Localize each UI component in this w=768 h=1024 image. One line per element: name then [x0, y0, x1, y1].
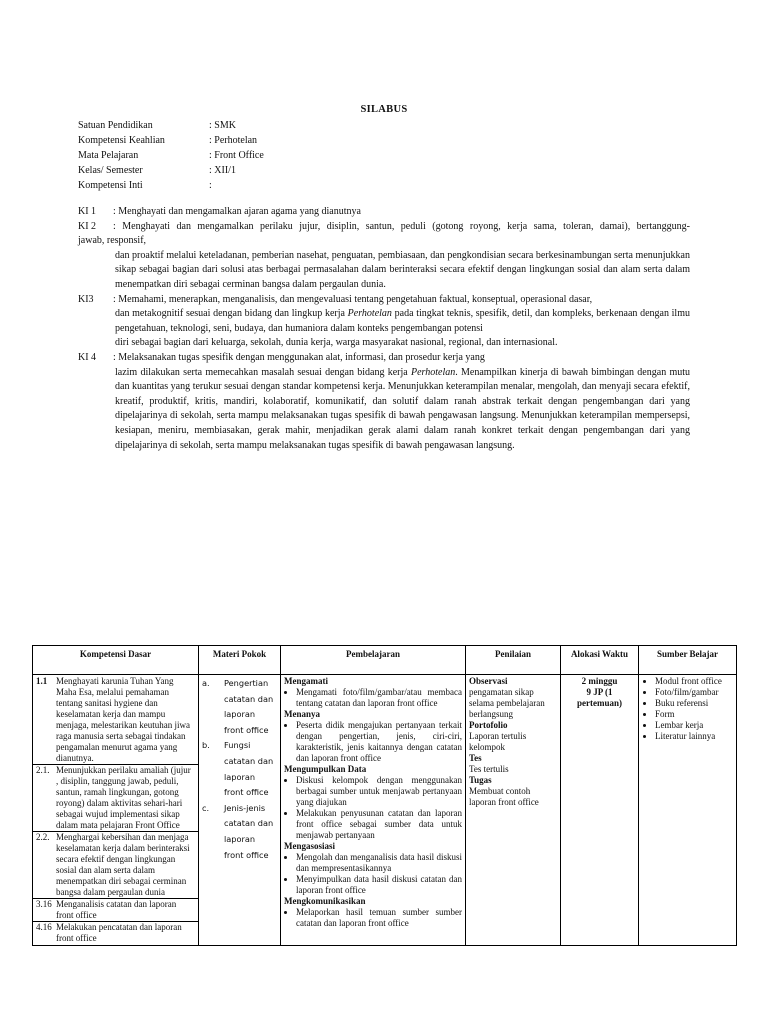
- pembelajaran-list: [284, 852, 462, 896]
- penilaian-heading: Tugas: [469, 775, 492, 785]
- sumber-list: [642, 676, 733, 742]
- pembelajaran-heading: Menanya: [284, 709, 320, 719]
- table-header-row: [33, 646, 737, 675]
- penilaian-heading: Observasi: [469, 676, 508, 686]
- pembelajaran-list: [284, 907, 462, 929]
- identity-block: [78, 118, 264, 193]
- ki2-rest: dan proaktif melalui keteladanan, pemberian nasehat, penguatan, pembiasaan, dan pengkondisian secara berkesinambungan serta menunjukkan sikap sebagai bagian dari solusi atas berbagai permasalahan dalam berinteraksi secara efektif dengan lingkungan sosial dan alam serta dalam menempatkan diri sebagai cerminan bangsa dalam pergaulan dunia.: [115, 249, 690, 290]
- ki4-rest-a: lazim dilakukan serta memecahkan masalah sesuai dengan bidang kerja: [115, 366, 408, 378]
- pembelajaran-item: • Menyimpulkan data hasil diskusi catatan dan laporan front office: [296, 874, 462, 896]
- pembelajaran-heading: Mengasosiasi: [284, 841, 336, 851]
- penilaian-text: Laporan tertulis kelompok: [469, 731, 527, 752]
- alokasi-hours: 9 JP (1 pertemuan): [577, 687, 622, 708]
- materi-item: [202, 676, 277, 738]
- pembelajaran-item: • Mengolah dan menganalisis data hasil diskusi dan mempresentasikannya: [296, 852, 462, 874]
- ki4-rest-em: Perhotelan: [410, 366, 456, 378]
- ki4-text: : Melaksanakan tugas spesifik dengan menggunakan alat, informasi, dan prosedur kerja yang: [113, 351, 485, 363]
- column-header: Alokasi Waktu: [561, 646, 639, 675]
- column-header: Materi Pokok: [199, 646, 281, 675]
- ki2-code: KI 2: [78, 220, 97, 232]
- ki3-rest-c: diri sebagai bagian dari keluarga, sekolah, dunia kerja, warga masyarakat nasional, regional, dan internasional.: [115, 337, 558, 349]
- identity-value: : XII/1: [209, 165, 236, 176]
- penilaian-text: pengamatan sikap selama pembelajaran berlangsung: [469, 687, 545, 719]
- identity-label: Kelas/ Semester: [78, 165, 143, 176]
- materi-item: [202, 738, 277, 800]
- column-header: Sumber Belajar: [639, 646, 737, 675]
- materi-text: Pengertian catatan dan laporan front office: [224, 678, 274, 735]
- column-header: Kompetensi Dasar: [33, 646, 199, 675]
- identity-label: Mata Pelajaran: [78, 150, 139, 161]
- kd-number: 4.16: [36, 922, 52, 932]
- identity-row: [78, 148, 264, 163]
- ki2-text-cont: jawab, responsif,: [78, 235, 147, 247]
- kd-text: Menunjukkan perilaku amaliah (jujur , disiplin, tanggung jawab, peduli, santun, ramah lingkungan, gotong royong) dalam aktivitas sehari-hari sebagai wujud implementasi sikap dalam mata pelajaran Front Office: [56, 765, 191, 830]
- ki2-line: [78, 220, 690, 235]
- penilaian-cell: [466, 675, 561, 946]
- kompetensi-dasar-cell: [33, 675, 199, 946]
- kd-item: [33, 764, 198, 831]
- sumber-belajar-cell: [639, 675, 737, 946]
- identity-row: [78, 133, 264, 148]
- pembelajaran-heading: Mengkomunikasikan: [284, 896, 366, 906]
- pembelajaran-item: • Mengamati foto/film/gambar/atau membaca tentang catatan dan laporan front office: [296, 687, 462, 709]
- ki3-code: KI3: [78, 293, 94, 305]
- alokasi-weeks: 2 minggu: [581, 676, 618, 686]
- pembelajaran-list: [284, 687, 462, 709]
- materi-text: Jenis-jenis catatan dan laporan front office: [224, 802, 274, 860]
- kd-text: Menghayati karunia Tuhan Yang Maha Esa, melalui pemahaman tentang sanitasi hygiene dan keselamatan kerja dan mampu menjaga, melestarikan keutuhan jiwa raga manusia serta sebagai tindakan pengamalan menurut agama yang dianutnya.: [56, 676, 190, 763]
- kd-item: [33, 921, 198, 944]
- ki3-rest: [78, 307, 690, 336]
- kd-text: Melakukan pencatatan dan laporan front office: [56, 922, 182, 943]
- pembelajaran-item: • Melaporkan hasil temuan sumber sumber catatan dan laporan front office: [296, 907, 462, 929]
- pembelajaran-item: • Diskusi kelompok dengan menggunakan berbagai sumber untuk menjawab pertanyaan yang diajukan: [296, 775, 462, 808]
- table-row: [33, 675, 737, 946]
- sumber-item: • Form: [655, 709, 733, 720]
- ki1-code: KI 1: [78, 206, 97, 217]
- pembelajaran-item: • Melakukan penyusunan catatan dan laporan front office sebagai sumber data untuk menjawab pertanyaan: [296, 808, 462, 841]
- identity-label: Satuan Pendidikan: [78, 120, 153, 131]
- penilaian-text: Membuat contoh laporan front office: [469, 786, 539, 807]
- kd-text: Menghargai kebersihan dan menjaga keselamatan kerja dalam berinteraksi secara efektif dengan lingkungan sosial dan alam serta dalam menempatkan diri sebagai cerminan bangsa dalam pergaulan dunia: [56, 832, 190, 897]
- ki2-text: : Menghayati dan mengamalkan perilaku jujur, disiplin, santun, peduli (gotong royong, kerja sama, toleran, damai), bertanggung-: [113, 220, 690, 232]
- ki3-rest-em: Perhotelan: [347, 308, 392, 320]
- sumber-item: • Literatur lainnya: [655, 731, 733, 742]
- ki3-rest-b: pada tingkat teknis, spesifik, detil, dan kompleks, berkenaan dengan ilmu pengetahuan, teknologi, seni, budaya, dan humaniora dalam konteks pengembangan potensi: [115, 308, 690, 334]
- ki4-rest: [78, 366, 690, 454]
- ki4-code: KI 4: [78, 351, 97, 363]
- alokasi-waktu-cell: [561, 675, 639, 946]
- ki3-line: [78, 293, 690, 308]
- sumber-item: • Buku referensi: [655, 698, 733, 709]
- identity-row: [78, 178, 264, 193]
- ki3-text: : Memahami, menerapkan, menganalisis, dan mengevaluasi tentang pengetahuan faktual, konseptual, operasional dasar,: [113, 293, 593, 305]
- kd-number: 2.2.: [36, 832, 50, 842]
- kd-text: Menganalisis catatan dan laporan front office: [56, 899, 177, 920]
- materi-text: Fungsi catatan dan laporan front office: [224, 740, 274, 798]
- materi-item: [202, 801, 277, 863]
- materi-letter: b.: [202, 740, 210, 751]
- kd-number: 3.16: [36, 899, 52, 909]
- pembelajaran-list: [284, 720, 462, 764]
- ki4-rest-b: . Menampilkan kinerja di bawah bimbingan dengan mutu dan kuantitas yang terukur sesuai dengan standar kompetensi kerja. Menunjukkan keterampilan menalar, mengolah, dan menyaji secara efektif, kreatif, produktif, kritis, mandiri, kolaboratif, komunikatif, dan solutif dalam ranah abstrak terkait dengan pengembangan dari yang dipelajarinya di sekolah, serta mampu melaksanakan tugas spesifik di bawah pengawasan langsung. Menunjukkan keterampilan mempersepsi, kesiapan, meniru, membiasakan, gerak mahir, menjadikan gerak alami dalam ranah konkret terkait dengan pengembangan dari yang dipelajarinya di sekolah, serta mampu melaksanakan tugas spesifik di bawah pengawasan langsung.: [115, 366, 691, 451]
- identity-label: Kompetensi Keahlian: [78, 135, 165, 146]
- kd-item: [33, 898, 198, 921]
- kd-number: 1.1: [36, 676, 48, 686]
- penilaian-text: Tes tertulis: [469, 764, 509, 774]
- sumber-item: • Foto/film/gambar: [655, 687, 733, 698]
- ki3-rest-a: dan metakognitif sesuai dengan bidang dan lingkup kerja: [115, 308, 345, 320]
- pembelajaran-heading: Mengumpulkan Data: [284, 764, 367, 774]
- core-competencies: [78, 205, 690, 453]
- identity-label: Kompetensi Inti: [78, 180, 143, 191]
- document-title: SILABUS: [360, 104, 408, 115]
- ki1-line: [78, 205, 690, 220]
- materi-letter: c.: [202, 802, 210, 813]
- column-header: Penilaian: [466, 646, 561, 675]
- kd-item: [33, 831, 198, 898]
- identity-value: : Front Office: [209, 150, 264, 161]
- materi-letter: a.: [202, 678, 210, 688]
- pembelajaran-cell: [281, 675, 466, 946]
- pembelajaran-item: • Peserta didik mengajukan pertanyaan terkait dengan pengertian, jenis, ciri-ciri, karakteristik, jenis kaitannya dengan catatan dan laporan front office: [296, 720, 462, 764]
- column-header: Pembelajaran: [281, 646, 466, 675]
- pembelajaran-list: [284, 775, 462, 841]
- materi-pokok-cell: [199, 675, 281, 946]
- ki1-text: : Menghayati dan mengamalkan ajaran agama yang dianutnya: [113, 206, 361, 217]
- penilaian-heading: Tes: [469, 753, 482, 763]
- pembelajaran-heading: Mengamati: [284, 676, 328, 686]
- penilaian-heading: Portofolio: [469, 720, 508, 730]
- identity-row: [78, 163, 264, 178]
- identity-row: [78, 118, 264, 133]
- identity-value: : Perhotelan: [209, 135, 258, 146]
- ki4-line: [78, 351, 690, 366]
- sumber-item: • Lembar kerja: [655, 720, 733, 731]
- sumber-item: • Modul front office: [655, 676, 733, 687]
- kd-item: [36, 676, 195, 764]
- syllabus-table: [32, 645, 737, 946]
- kd-number: 2.1.: [36, 765, 50, 775]
- identity-value: : SMK: [209, 120, 236, 131]
- identity-value: :: [209, 180, 212, 191]
